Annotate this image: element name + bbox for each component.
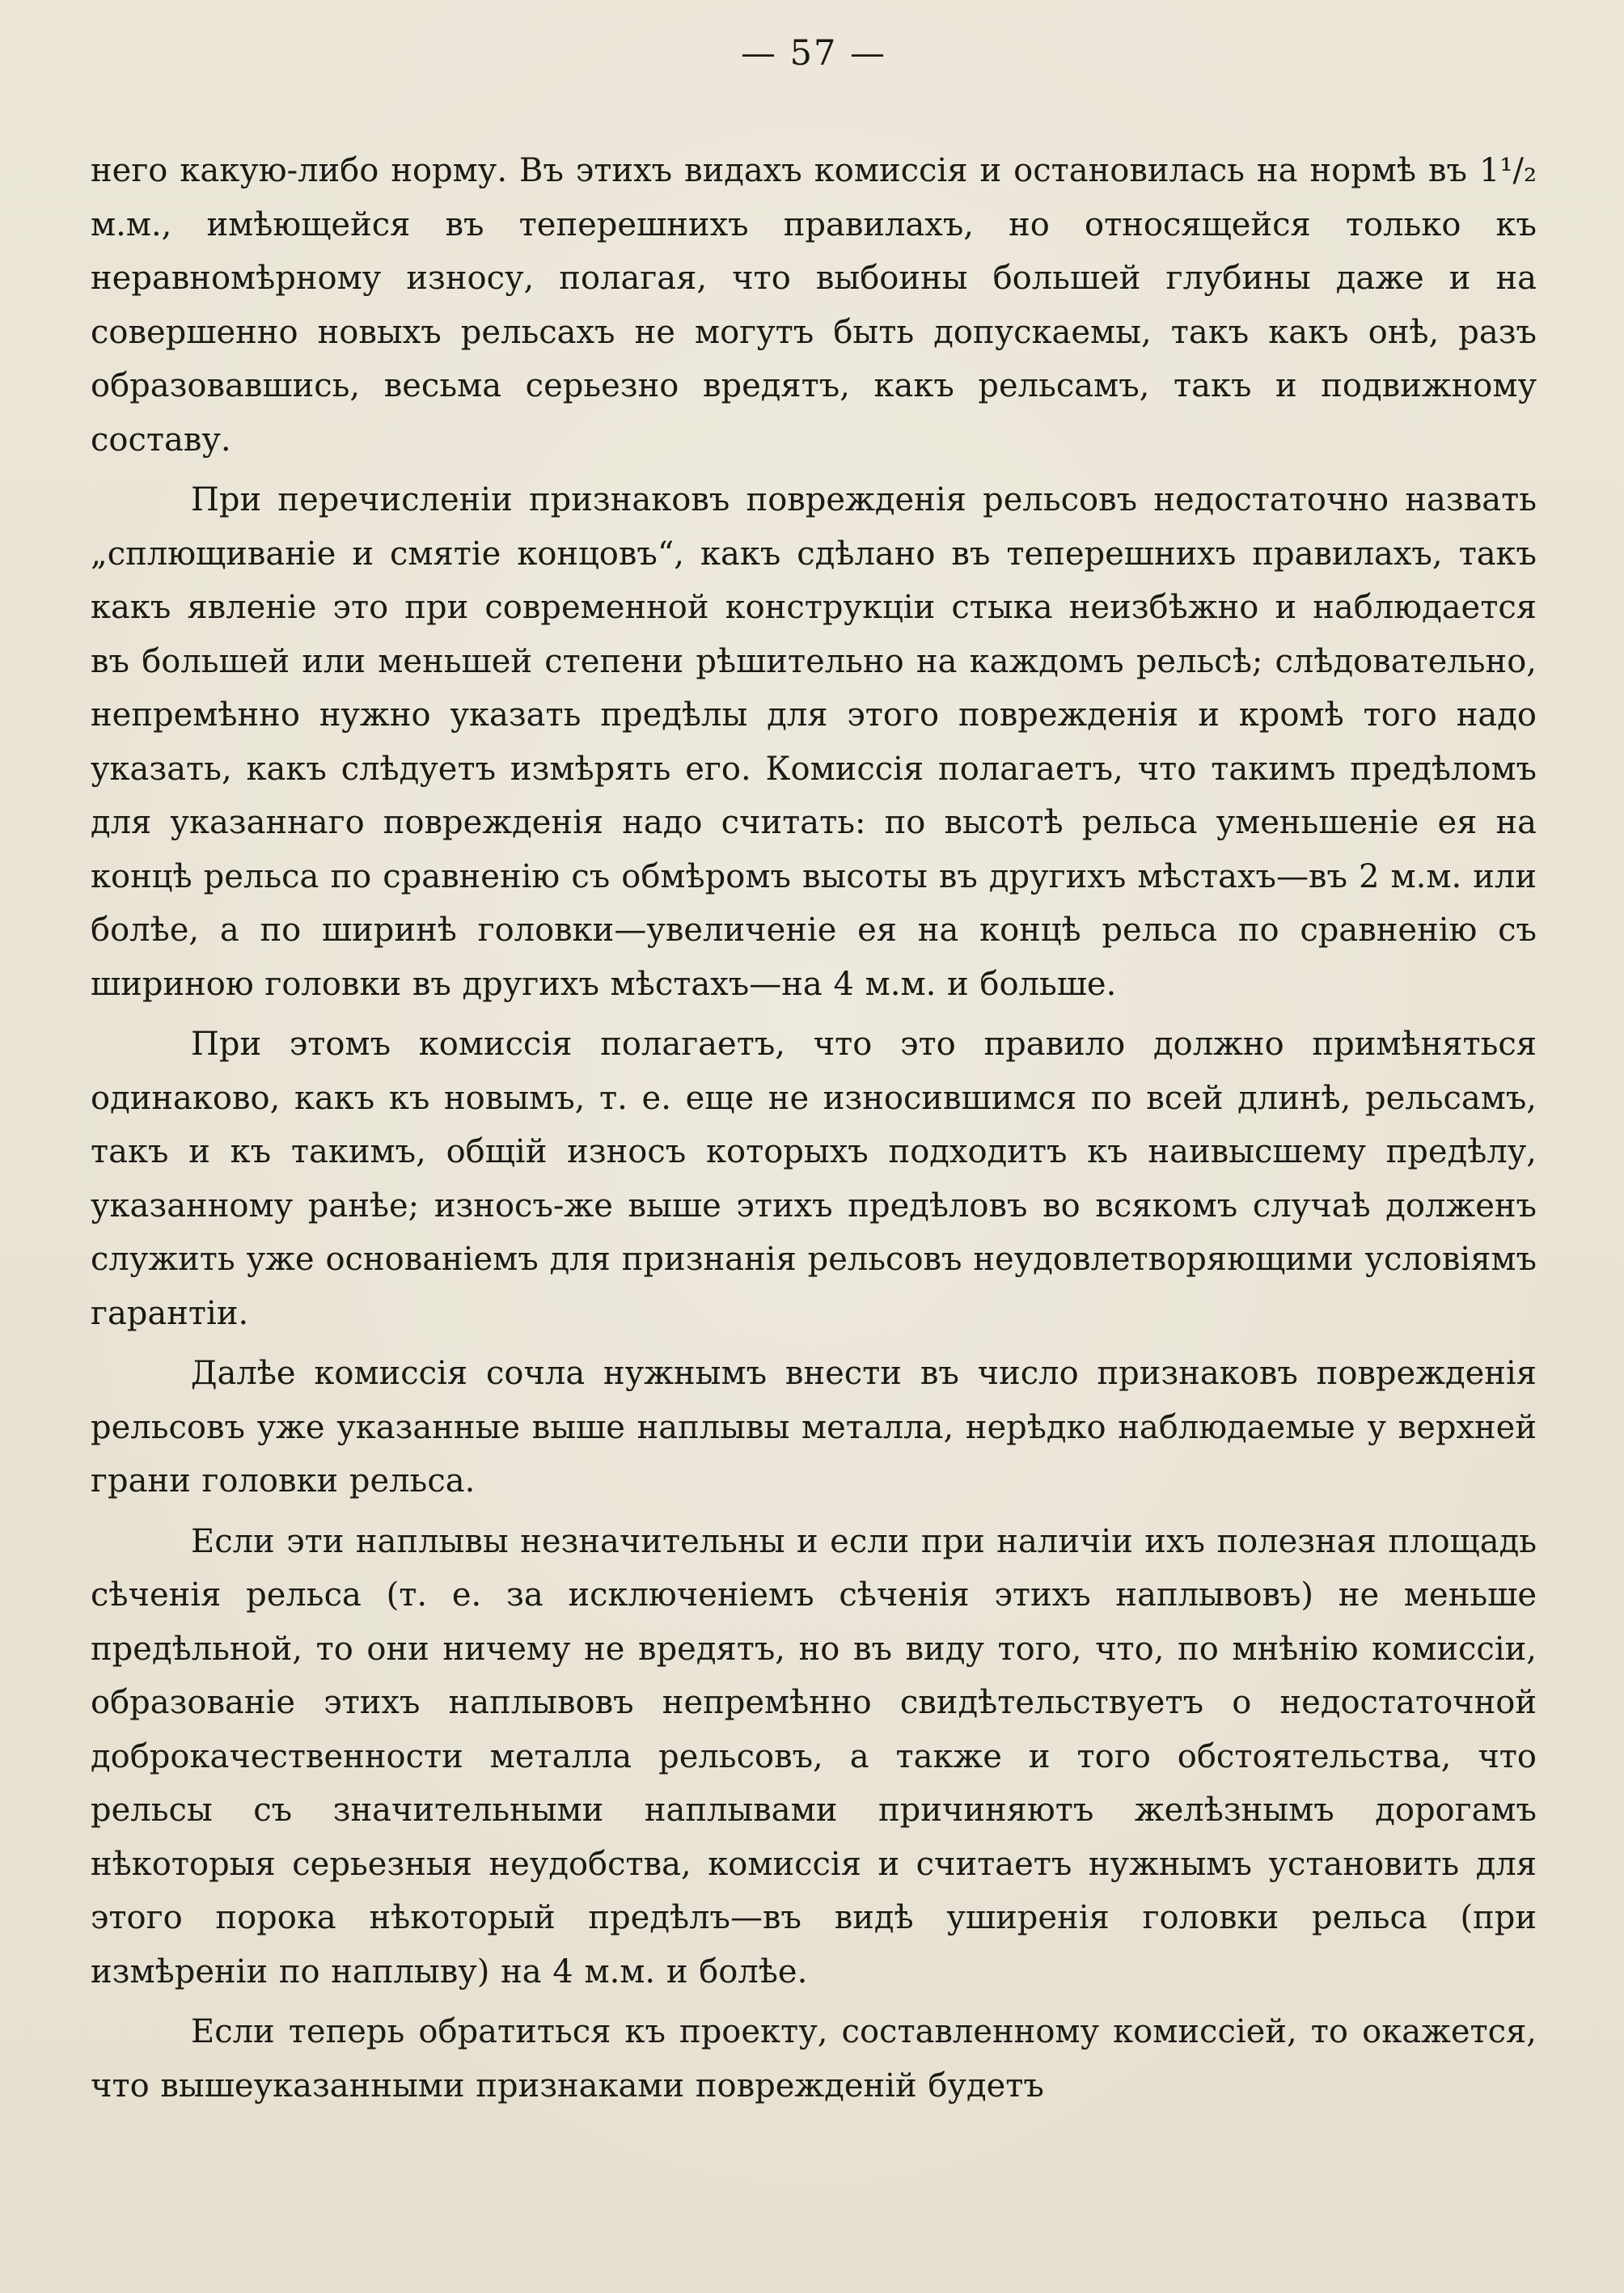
paragraph-overflow-limit: Если эти наплывы незначительны и если при наличіи ихъ полезная площадь сѣченія рельса (т. е. за исключеніемъ сѣченія этихъ наплывовъ) не меньше предѣльной, то они ничему не вредятъ, но въ виду того, что, по мнѣнію комиссіи, образованіе этихъ наплывовъ непремѣнно свидѣтельствуетъ о недостаточной доброкачественности металла рельсовъ, а также и того обстоятельства, что рельсы съ значительными наплывами причиняютъ желѣзнымъ дорогамъ нѣкоторыя серьезныя неудобства, комиссія и считаетъ нужнымъ установить для этого порока нѣкоторый предѣлъ—въ видѣ уширенія головки рельса (при измѣреніи по наплыву) на 4 м.м. и болѣе. [91,1522,1537,1991]
paragraph-rule-application: При этомъ комиссія полагаетъ, что это правило должно примѣняться одинаково, какъ къ новымъ, т. е. еще не износившимся по всей длинѣ, рельсамъ, такъ и къ такимъ, общій износъ которыхъ подходитъ къ наивысшему предѣлу, указанному ранѣе; износъ-же выше этихъ предѣловъ во всякомъ случаѣ долженъ служить уже основаніемъ для признанія рельсовъ неудовлетворяющими условіямъ гарантіи. [91,1026,1537,1332]
paragraph-project-reference: Если теперь обратиться къ проекту, составленному комиссіей, то окажется, что вышеуказанными признаками поврежденій будетъ [91,2013,1537,2105]
paragraph-continuation: него какую-либо норму. Въ этихъ видахъ комиссія и остановилась на нормѣ въ 1¹/₂ м.м., имѣющейся въ теперешнихъ правилахъ, но относящейся только къ неравномѣрному износу, полагая, что выбоины большей глубины даже и на совершенно новыхъ рельсахъ не могутъ быть допускаемы, такъ какъ онѣ, разъ образовавшись, весьма серьезно вредятъ, какъ рельсамъ, такъ и подвижному составу. [91,152,1537,459]
page-number: — 57 — [740,33,887,74]
body-text [91,144,1537,2113]
paragraph-flattening-of-ends: При перечисленіи признаковъ поврежденія рельсовъ недостаточно назвать „сплющиваніе и смятіе концовъ“, какъ сдѣлано въ теперешнихъ правилахъ, такъ какъ явленіе это при современной конструкціи стыка неизбѣжно и наблюдается въ большей или меньшей степени рѣшительно на каждомъ рельсѣ; слѣдовательно, непремѣнно нужно указать предѣлы для этого поврежденія и кромѣ того надо указать, какъ слѣдуетъ измѣрять его. Комиссія полагаетъ, что такимъ предѣломъ для указаннаго поврежденія надо считать: по высотѣ рельса уменьшеніе ея на концѣ рельса по сравненію съ обмѣромъ высоты въ другихъ мѣстахъ—въ 2 м.м. или болѣе, а по ширинѣ головки—увеличеніе ея на концѣ рельса по сравненію съ шириною головки въ другихъ мѣстахъ—на 4 м.м. и больше. [91,481,1537,1003]
paragraph-metal-overflows: Далѣе комиссія сочла нужнымъ внести въ число признаковъ поврежденія рельсовъ уже указанные выше наплывы металла, нерѣдко наблюдаемые у верхней грани головки рельса. [91,1355,1537,1500]
